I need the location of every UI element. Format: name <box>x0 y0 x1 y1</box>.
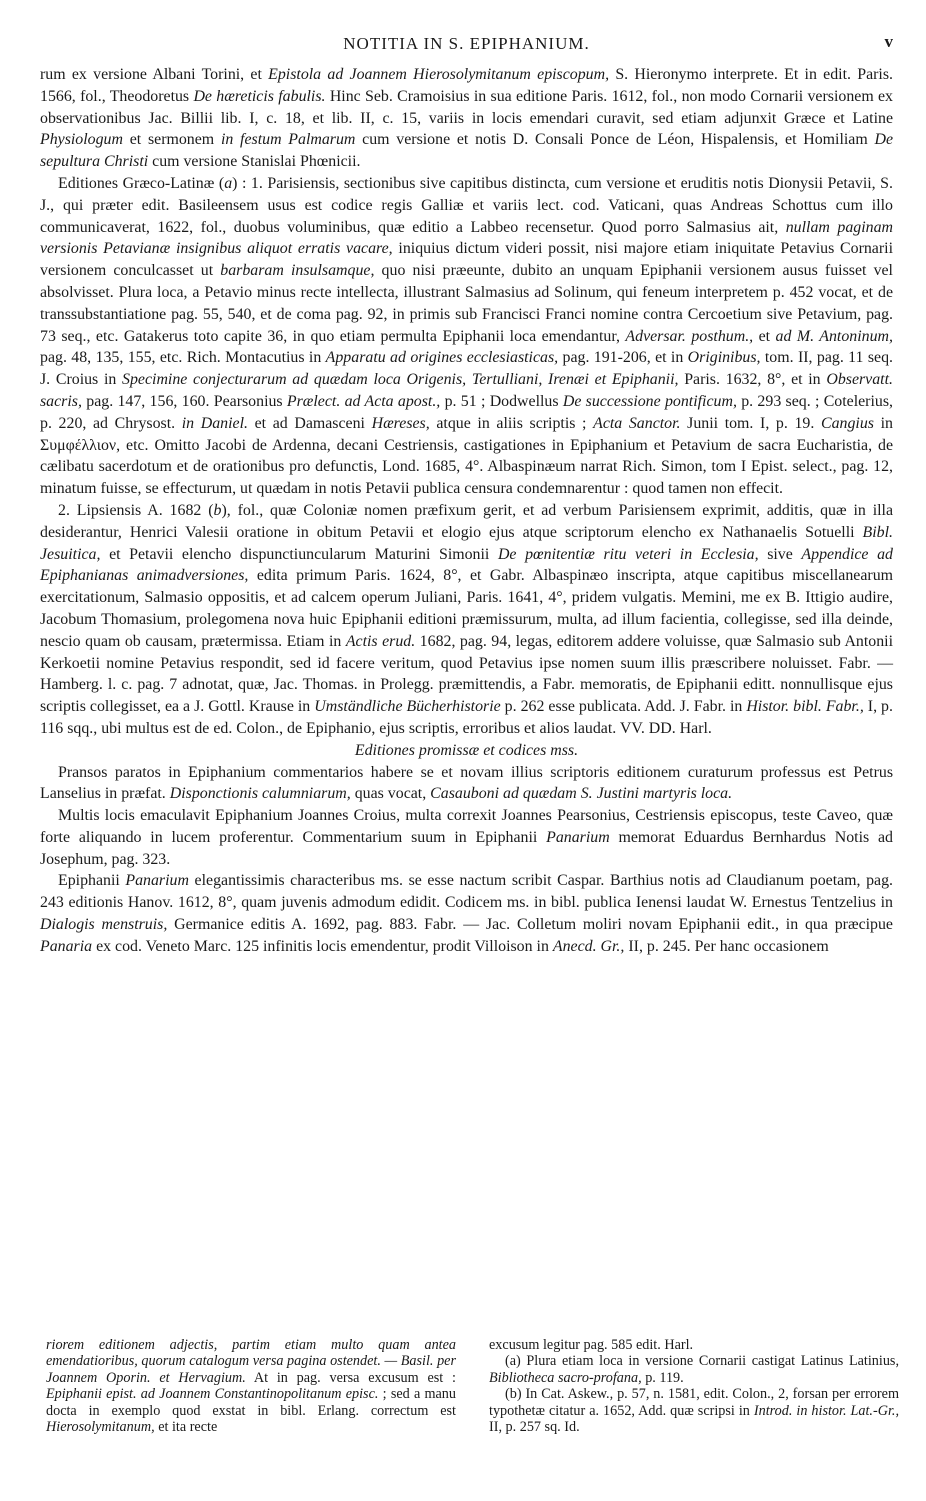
italic-title: Bibliotheca sacro-profana, <box>489 1369 642 1386</box>
italic-title: Disponctionis calumniarum, <box>169 785 351 803</box>
text-run: tom. II, pag. 11 seq. J. Croius in <box>40 349 893 389</box>
italic-title: De hæreticis fabulis. <box>193 87 326 105</box>
footnote-b <box>489 1386 899 1435</box>
text-run: pag. 147, 156, 160. Pearsonius <box>81 392 287 410</box>
italic-title: in Daniel. <box>181 414 248 432</box>
italic-text: Hierosolymitanum, <box>46 1419 155 1436</box>
section-heading: Editiones promissæ et codices mss. <box>354 741 579 759</box>
text-run: ; sed a manu docta in exemplo quod exstat in bibl. Erlang. correctum est <box>46 1386 456 1419</box>
italic-title: ad M. Antoninum, <box>775 327 893 345</box>
running-title: NOTITIA IN S. EPIPHANIUM. <box>343 34 590 53</box>
italic-title: Observatt. sacris, <box>40 371 893 410</box>
text-run: Pransos paratos in Epiphanium commentarios habere se et novam illius scriptoris editionem curaturum professus est Petrus Lanselius in præfat. <box>40 763 893 803</box>
page-header <box>40 30 893 64</box>
footnote-ref: b <box>213 501 222 519</box>
page <box>40 30 893 958</box>
text-run: ) : 1. Parisiensis, sectionibus sive capitibus distincta, cum versione et eruditis notis Dionysii Petavii, S. J., qui præter edit. Basileensem usus est codice regis Galliæ et variis lect. cod. Vaticani, quas Andreas Schottus cum illo communicaverat, 1622, fol., duobus voluminibus, quæ editio a Labbeo recensetur. Quod porro Salmasius ait, <box>40 174 893 236</box>
italic-title: Histor. bibl. Fabr., <box>746 698 864 716</box>
text-run: quas vocat, <box>350 785 431 803</box>
italic-title: Umständliche Bücherhistorie <box>314 698 501 716</box>
italic-title: Actis erud. <box>345 632 416 650</box>
italic-title: Apparatu ad origines ecclesiasticas, <box>325 349 559 367</box>
footnote-column-left <box>46 1337 456 1435</box>
italic-title: Cangius <box>820 414 874 432</box>
italic-quote: barbaram insulsamque, <box>220 262 375 280</box>
italic-title: Specimine conjecturarum ad quædam loca Origenis, Tertulliani, Irenæi et Epiphanii, <box>122 371 679 389</box>
italic-text: riorem editionem adjectis, partim etiam multo quam antea emendatioribus, quorum catalogum versa pagina ostendet. — Basil. per Joannem Oporin. et Hervagium. <box>46 1337 456 1386</box>
text-run: (b) In Cat. Askew., p. 57, n. 1581, edit. Colon., 2, forsan per errorem typothetæ citatur a. 1652, Add. quæ scripsi in <box>489 1386 899 1419</box>
text-run: ), fol., quæ Coloniæ nomen præfixum gerit, et ad verbum Parisiensem exprimit, additis, quæ in illa desiderantur, Henrici Valesii oratione in obitum Petavii et elogio ejus atque scriptorum elencho ex Nathanaelis Sotuelli <box>40 501 893 541</box>
page-number: v <box>884 32 893 51</box>
text-run: p. 262 esse publicata. Add. J. Fabr. in <box>500 698 747 716</box>
text-run: Epiphanii <box>58 872 126 890</box>
paragraph-6 <box>40 870 893 957</box>
text-run: Paris. 1632, 8°, et in <box>678 371 827 389</box>
italic-title: De successione pontificum, <box>562 392 737 410</box>
text-run: pag. 48, 135, 155, etc. Rich. Montacutius in <box>40 349 326 367</box>
paragraph-3 <box>40 500 893 740</box>
text-run: ex cod. Veneto Marc. 125 infinitis locis emendentur, prodit Villoison in <box>92 937 553 955</box>
italic-title: Appendice ad Epiphanianas animadversiones, <box>40 545 893 585</box>
text-run: sive <box>758 545 802 563</box>
footnote-a <box>489 1353 899 1386</box>
text-run: et ita recte <box>154 1419 218 1436</box>
text-run: Germanice editis A. 1692, pag. 883. Fabr. — Jac. Colletum moliri novam Epiphanii edit., in qua præcipue <box>167 916 893 934</box>
text-run: Junii tom. I, p. 19. <box>680 414 821 432</box>
paragraph-4 <box>40 762 893 806</box>
text-run: II, p. 257 sq. Id. <box>489 1419 580 1436</box>
text-run: Editiones Græco-Latinæ ( <box>58 174 225 192</box>
text-run: p. 119. <box>641 1369 684 1386</box>
text-run: 1682, pag. 94, legas, editorem addere voluisse, quæ Salmasio sub Antonii Kerkoetii nomine Petavius respondit, sed id facere veritum, quod Petavius ipse nomen suum illis præscribere noluisset. Fabr. — Hamberg. l. c. pag. 7 adnotat, quæ, Jac. Thomas. in Prolegg. præmittendis, a Fabr. memoratis, de Epiphanii editt. nonnullisque ejus scriptis collegisset, ea a J. Gottl. Krause in <box>40 632 893 716</box>
text-run: et <box>753 327 776 345</box>
footnote-column-right <box>489 1337 899 1435</box>
italic-title: Originibus, <box>687 349 761 367</box>
italic-title: Hæreses, <box>371 414 430 432</box>
italic-title: Anecd. Gr., <box>552 937 625 955</box>
italic-title: Physiologum <box>40 131 123 149</box>
text-run: (a) Plura etiam loca in versione Cornarii castigat Latinus Latinius, <box>505 1353 899 1370</box>
text-run: et sermonem <box>122 131 221 149</box>
footnote-continuation: excusum legitur pag. 585 edit. Harl. <box>489 1337 694 1353</box>
italic-title: Introd. in histor. Lat.-Gr., <box>753 1402 899 1419</box>
text-run: Hinc Seb. Cramoisius in sua editione Paris. 1612, fol., non modo Cornarii versionem ex observationibus Jac. Billii lib. I, c. 18, et lib. II, c. 15, variis in locis emendari curavit, sed etiam adjunxit Græce et Latine <box>40 87 893 127</box>
footnote-ref: a <box>224 174 233 192</box>
text-run: iniquius dictum videri possit, nisi majore etiam iniquitate Petavius Cornarii versionem conculcasset ut <box>40 240 893 280</box>
italic-title: in festum Palmarum <box>220 131 356 149</box>
footnote-continuation <box>46 1337 456 1435</box>
text-run: quo nisi præeunte, dubito an unquam Epiphanii versionem ausus fuisset vel absolvisset. Plura loca, a Petavio minus recte intellecta, illustrant Salmasius ad Solinum, qui feneum interpretem p. 452 vocat, et de transsubstantiatione pag. 55, 540, et de coma pag. 92, in primis sub Francisci Franci nomine contra Cercoetium sive Petavium, pag. 73 seq., etc. Gatakerus toto capite 36, in quo etiam permulta Epiphanii loca emendantur, <box>40 262 893 345</box>
italic-text: Epiphanii epist. ad Joannem Constantinopolitanum episc. <box>46 1386 379 1403</box>
text-run: et Petavii elencho dispunctiuncularum Maturini Simonii <box>100 545 498 563</box>
text-run: 2. Lipsiensis A. 1682 ( <box>58 501 214 519</box>
text-run: et ad Damasceni <box>247 414 372 432</box>
text-run: in Συμφέλλιον, etc. Omitto Jacobi de Ardenna, decani Cestriensis, castigationes in Epiphanium et Petavium de sacra Eucharistia, de cælibatu sacerdotum et de orationibus pro defunctis, Lond. 1685, 4°. Albaspinæum narrat Rich. Simon, tom I Epist. select., pag. 12, minatum fuisse, se effecturum, ut quædam in notis Petavii publica censura condemnarentur : quod tamen non effecit. <box>40 414 893 498</box>
italic-title: Acta Sanctor. <box>593 414 681 432</box>
text-run: edita primum Paris. 1624, 8°, et Gabr. Albaspinæo inscripta, atque capitibus miscellanearum exercitationum, Salmasio oppositis, et ad calcem operum Juliani, Paris. 1641, 4°, pridem vulgatis. Memini, me ex B. Ittigio audire, Jacobum Thomasium, prolegomena nova huic Epiphanii editioni præmissurum, multa, ad illum facientia, collegisse, sed illa deinde, nescio quam ob causam, prætermissa. Etiam in <box>40 567 893 650</box>
text-run: p. 293 seq. ; Cotelerius, p. 220, ad Chrysost. <box>40 392 893 432</box>
italic-title: De pœnitentiæ ritu veteri in Ecclesia, <box>497 545 759 563</box>
text-run: atque in aliis scriptis ; <box>429 414 594 432</box>
italic-title: Bibl. Jesuitica, <box>40 523 893 563</box>
italic-title: Panarium <box>546 828 610 846</box>
italic-quote: nullam paginam versionis Petavianæ insignibus aliquot erratis vacare, <box>40 218 894 258</box>
text-run: rum ex versione Albani Torini, et <box>40 66 269 83</box>
italic-title: De sepultura Christi <box>40 131 893 171</box>
italic-title: Panaria <box>40 937 93 955</box>
main-text <box>40 64 893 958</box>
italic-title: Panarium <box>125 872 189 890</box>
text-run: At in pag. versa excusum est : <box>245 1369 456 1386</box>
text-run: memorat Eduardus Bernhardus Notis ad Josephum, pag. 323. <box>40 828 893 868</box>
italic-title: Prælect. ad Acta apost., <box>286 392 441 410</box>
text-run: cum versione Stanislai Phœnicii. <box>148 153 361 171</box>
italic-title: Casauboni ad quædam S. Justini martyris loca. <box>430 785 733 803</box>
text-run: II, p. 245. Per hanc occasionem <box>624 937 829 955</box>
text-run: S. Hieronymo interprete. Et in edit. Paris. 1566, fol., Theodoretus <box>40 66 894 105</box>
footnotes <box>46 1337 899 1435</box>
paragraph-1 <box>40 64 893 173</box>
text-run: elegantissimis characteribus ms. se esse nactum scribit Caspar. Barthius notis ad Claudianum poetam, pag. 243 editionis Hanov. 1612, 8°, quam juvenis admodum edidit. Codicem ms. in bibl. publica Ienensi laudat W. Ernestus Tentzelius in <box>40 872 893 912</box>
text-run: cum versione et notis D. Consali Ponce de Léon, Hispalensis, et Homiliam <box>355 131 875 149</box>
text-run: I, p. 116 sqq., ubi multus est de ed. Colon., de Epiphanio, ejus scriptis, erroribus et alios laudat. VV. DD. Harl. <box>40 698 893 737</box>
text-run: pag. 191-206, et in <box>558 349 688 367</box>
paragraph-5 <box>40 805 893 870</box>
text-run: Multis locis emaculavit Epiphanium Joannes Croius, multa correxit Joannes Pearsonius, Cestriensis episcopus, teste Caveo, quæ forte aliquando in lucem proferentur. Commentarium suum in Epiphanii <box>40 807 893 846</box>
paragraph-2 <box>40 173 893 500</box>
italic-title: Dialogis menstruis, <box>40 916 168 934</box>
text-run: p. 51 ; Dodwellus <box>440 392 563 410</box>
italic-title: Adversar. posthum., <box>625 327 754 345</box>
italic-title: Epistola ad Joannem Hierosolymitanum episcopum, <box>268 66 610 83</box>
